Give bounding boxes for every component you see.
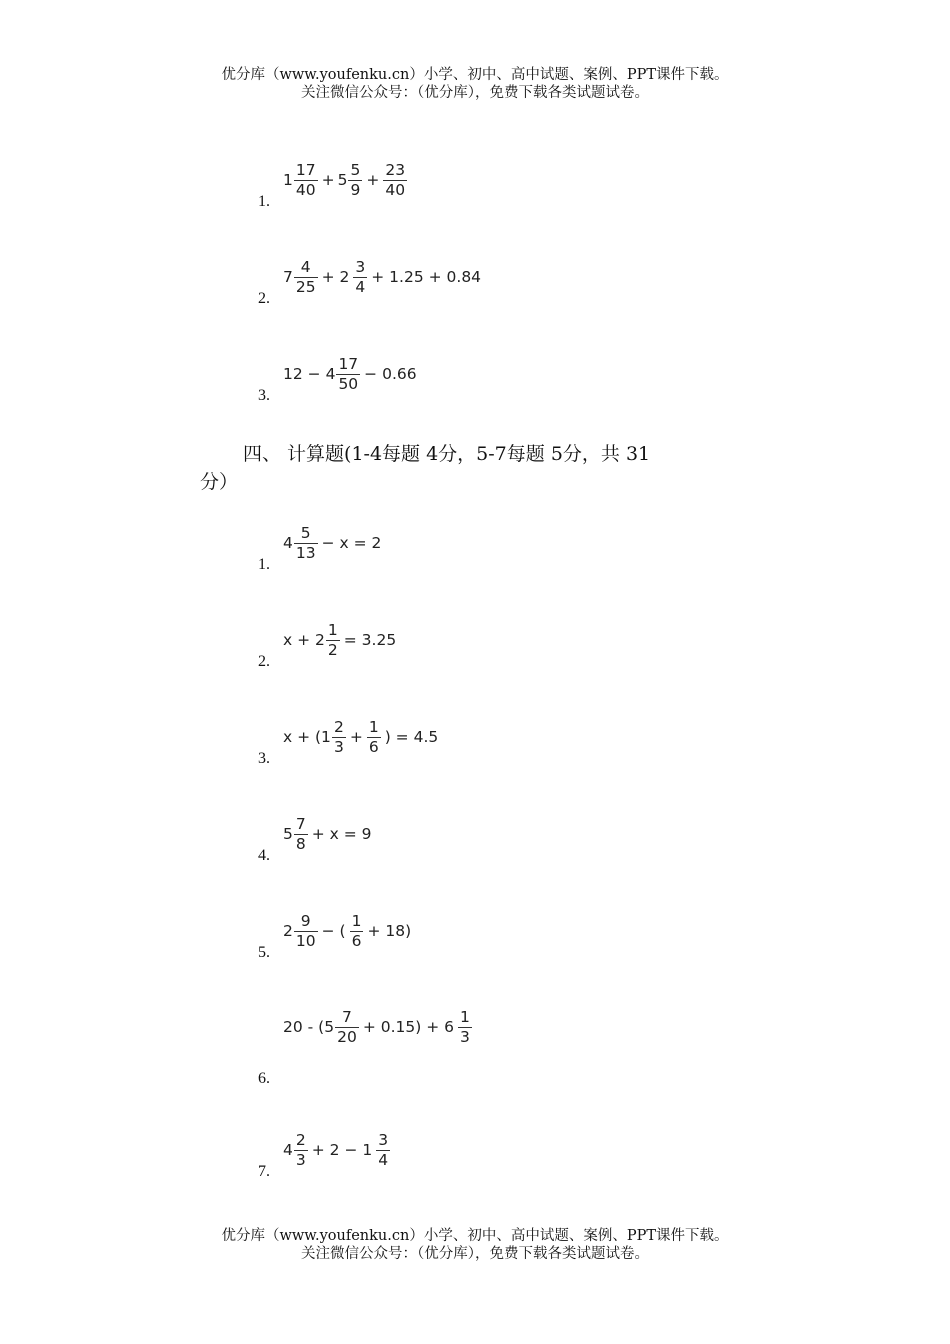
- denominator: 25: [295, 277, 316, 296]
- denominator: 13: [295, 543, 316, 562]
- term: + 1.25 + 0.84: [371, 268, 482, 286]
- numerator: 7: [295, 814, 306, 833]
- denominator: 3: [333, 737, 344, 756]
- numerator: 23: [385, 160, 406, 179]
- term: = 3.25: [343, 631, 397, 649]
- fraction: [458, 1008, 472, 1047]
- problem-number: 2.: [258, 653, 270, 670]
- expression-p3-2: [283, 249, 484, 305]
- numerator: 1: [327, 620, 338, 639]
- denominator: 40: [385, 180, 406, 199]
- section-heading: [200, 440, 730, 496]
- term: x + 2: [283, 631, 325, 649]
- denominator: 6: [351, 931, 362, 950]
- fraction: [350, 912, 364, 951]
- footer-line-1: 优分库（www.youfenku.cn）小学、初中、高中试题、案例、PPT课件下载。: [221, 1228, 729, 1244]
- numerator: 17: [295, 160, 316, 179]
- fraction: [348, 161, 362, 200]
- term: + 0.15) + 6: [362, 1018, 455, 1036]
- expression-p4-5: [283, 903, 414, 959]
- expression-p4-4: [283, 806, 375, 862]
- fraction: [294, 258, 318, 297]
- term: + 2 − 1: [311, 1141, 373, 1159]
- expression-p4-7: [283, 1122, 391, 1178]
- problem-number: 3.: [258, 387, 270, 404]
- numerator: 2: [295, 1130, 306, 1149]
- denominator: 6: [368, 737, 379, 756]
- numerator: 1: [351, 911, 362, 930]
- term: 20 - (5: [283, 1018, 335, 1036]
- fraction: [383, 161, 407, 200]
- term: +: [321, 171, 335, 189]
- term: 7: [283, 268, 293, 286]
- term: + x = 9: [311, 825, 372, 843]
- fraction: [294, 524, 318, 563]
- fraction: [367, 718, 381, 757]
- fraction: [294, 1131, 308, 1170]
- numerator: 4: [300, 257, 311, 276]
- term: − (: [321, 922, 346, 940]
- footer-line-2: 关注微信公众号：（优分库），免费下载各类试题试卷。: [301, 1246, 649, 1262]
- fraction: [294, 912, 318, 951]
- numerator: 3: [355, 257, 366, 276]
- denominator: 40: [295, 180, 316, 199]
- denominator: 4: [378, 1150, 389, 1169]
- problem-number: 2.: [258, 290, 270, 307]
- term: 5: [337, 171, 348, 189]
- term: + 2: [321, 268, 350, 286]
- fraction: [294, 161, 318, 200]
- page-footer: [0, 1227, 950, 1263]
- term: 4: [283, 534, 293, 552]
- denominator: 2: [327, 640, 338, 659]
- denominator: 20: [337, 1027, 357, 1046]
- denominator: 9: [350, 180, 361, 199]
- numerator: 17: [338, 354, 359, 373]
- problem-number: 6.: [258, 1070, 270, 1087]
- numerator: 7: [342, 1007, 352, 1026]
- problem-number: 5.: [258, 944, 270, 961]
- numerator: 5: [350, 160, 361, 179]
- denominator: 50: [338, 374, 359, 393]
- problem-number: 1.: [258, 193, 270, 210]
- numerator: 5: [300, 523, 311, 542]
- denominator: 3: [295, 1150, 306, 1169]
- term: ) = 4.5: [384, 728, 439, 746]
- problem-number: 4.: [258, 847, 270, 864]
- term: x + (1: [283, 728, 331, 746]
- numerator: 3: [378, 1130, 389, 1149]
- term: 12 − 4: [283, 365, 336, 383]
- fraction: [336, 355, 360, 394]
- term: − x = 2: [321, 534, 382, 552]
- header-line-1: 优分库（www.youfenku.cn）小学、初中、高中试题、案例、PPT课件下载。: [221, 67, 729, 83]
- section-title-line-2: 分）: [200, 471, 239, 493]
- fraction: [294, 815, 308, 854]
- problem-number: 1.: [258, 556, 270, 573]
- header-line-2: 关注微信公众号：（优分库），免费下载各类试题试卷。: [301, 85, 649, 101]
- term: +: [349, 728, 363, 746]
- page-header: [0, 66, 950, 102]
- denominator: 3: [460, 1027, 470, 1046]
- expression-p4-3: [283, 709, 441, 765]
- numerator: 9: [300, 911, 311, 930]
- fraction: [332, 718, 346, 757]
- fraction: [353, 258, 367, 297]
- expression-p3-3: [283, 346, 420, 402]
- problem-number: 7.: [258, 1163, 270, 1180]
- expression-p4-6: [283, 999, 473, 1055]
- term: 1: [283, 171, 293, 189]
- fraction: [335, 1008, 359, 1047]
- term: + 18): [367, 922, 412, 940]
- fraction: [376, 1131, 390, 1170]
- expression-p4-2: [283, 612, 399, 668]
- term: 2: [283, 922, 293, 940]
- denominator: 4: [355, 277, 366, 296]
- numerator: 1: [460, 1007, 470, 1026]
- numerator: 2: [333, 717, 344, 736]
- expression-p4-1: [283, 515, 384, 571]
- denominator: 8: [295, 834, 306, 853]
- expression-p3-1: [283, 152, 408, 208]
- section-title-line-1: 四、 计算题(1-4每题 4分，5-7每题 5分，共 31: [243, 443, 651, 465]
- term: 4: [283, 1141, 293, 1159]
- term: 5: [283, 825, 293, 843]
- denominator: 10: [295, 931, 316, 950]
- fraction: [326, 621, 340, 660]
- numerator: 1: [368, 717, 379, 736]
- term: − 0.66: [364, 365, 417, 383]
- problem-number: 3.: [258, 750, 270, 767]
- term: +: [366, 171, 380, 189]
